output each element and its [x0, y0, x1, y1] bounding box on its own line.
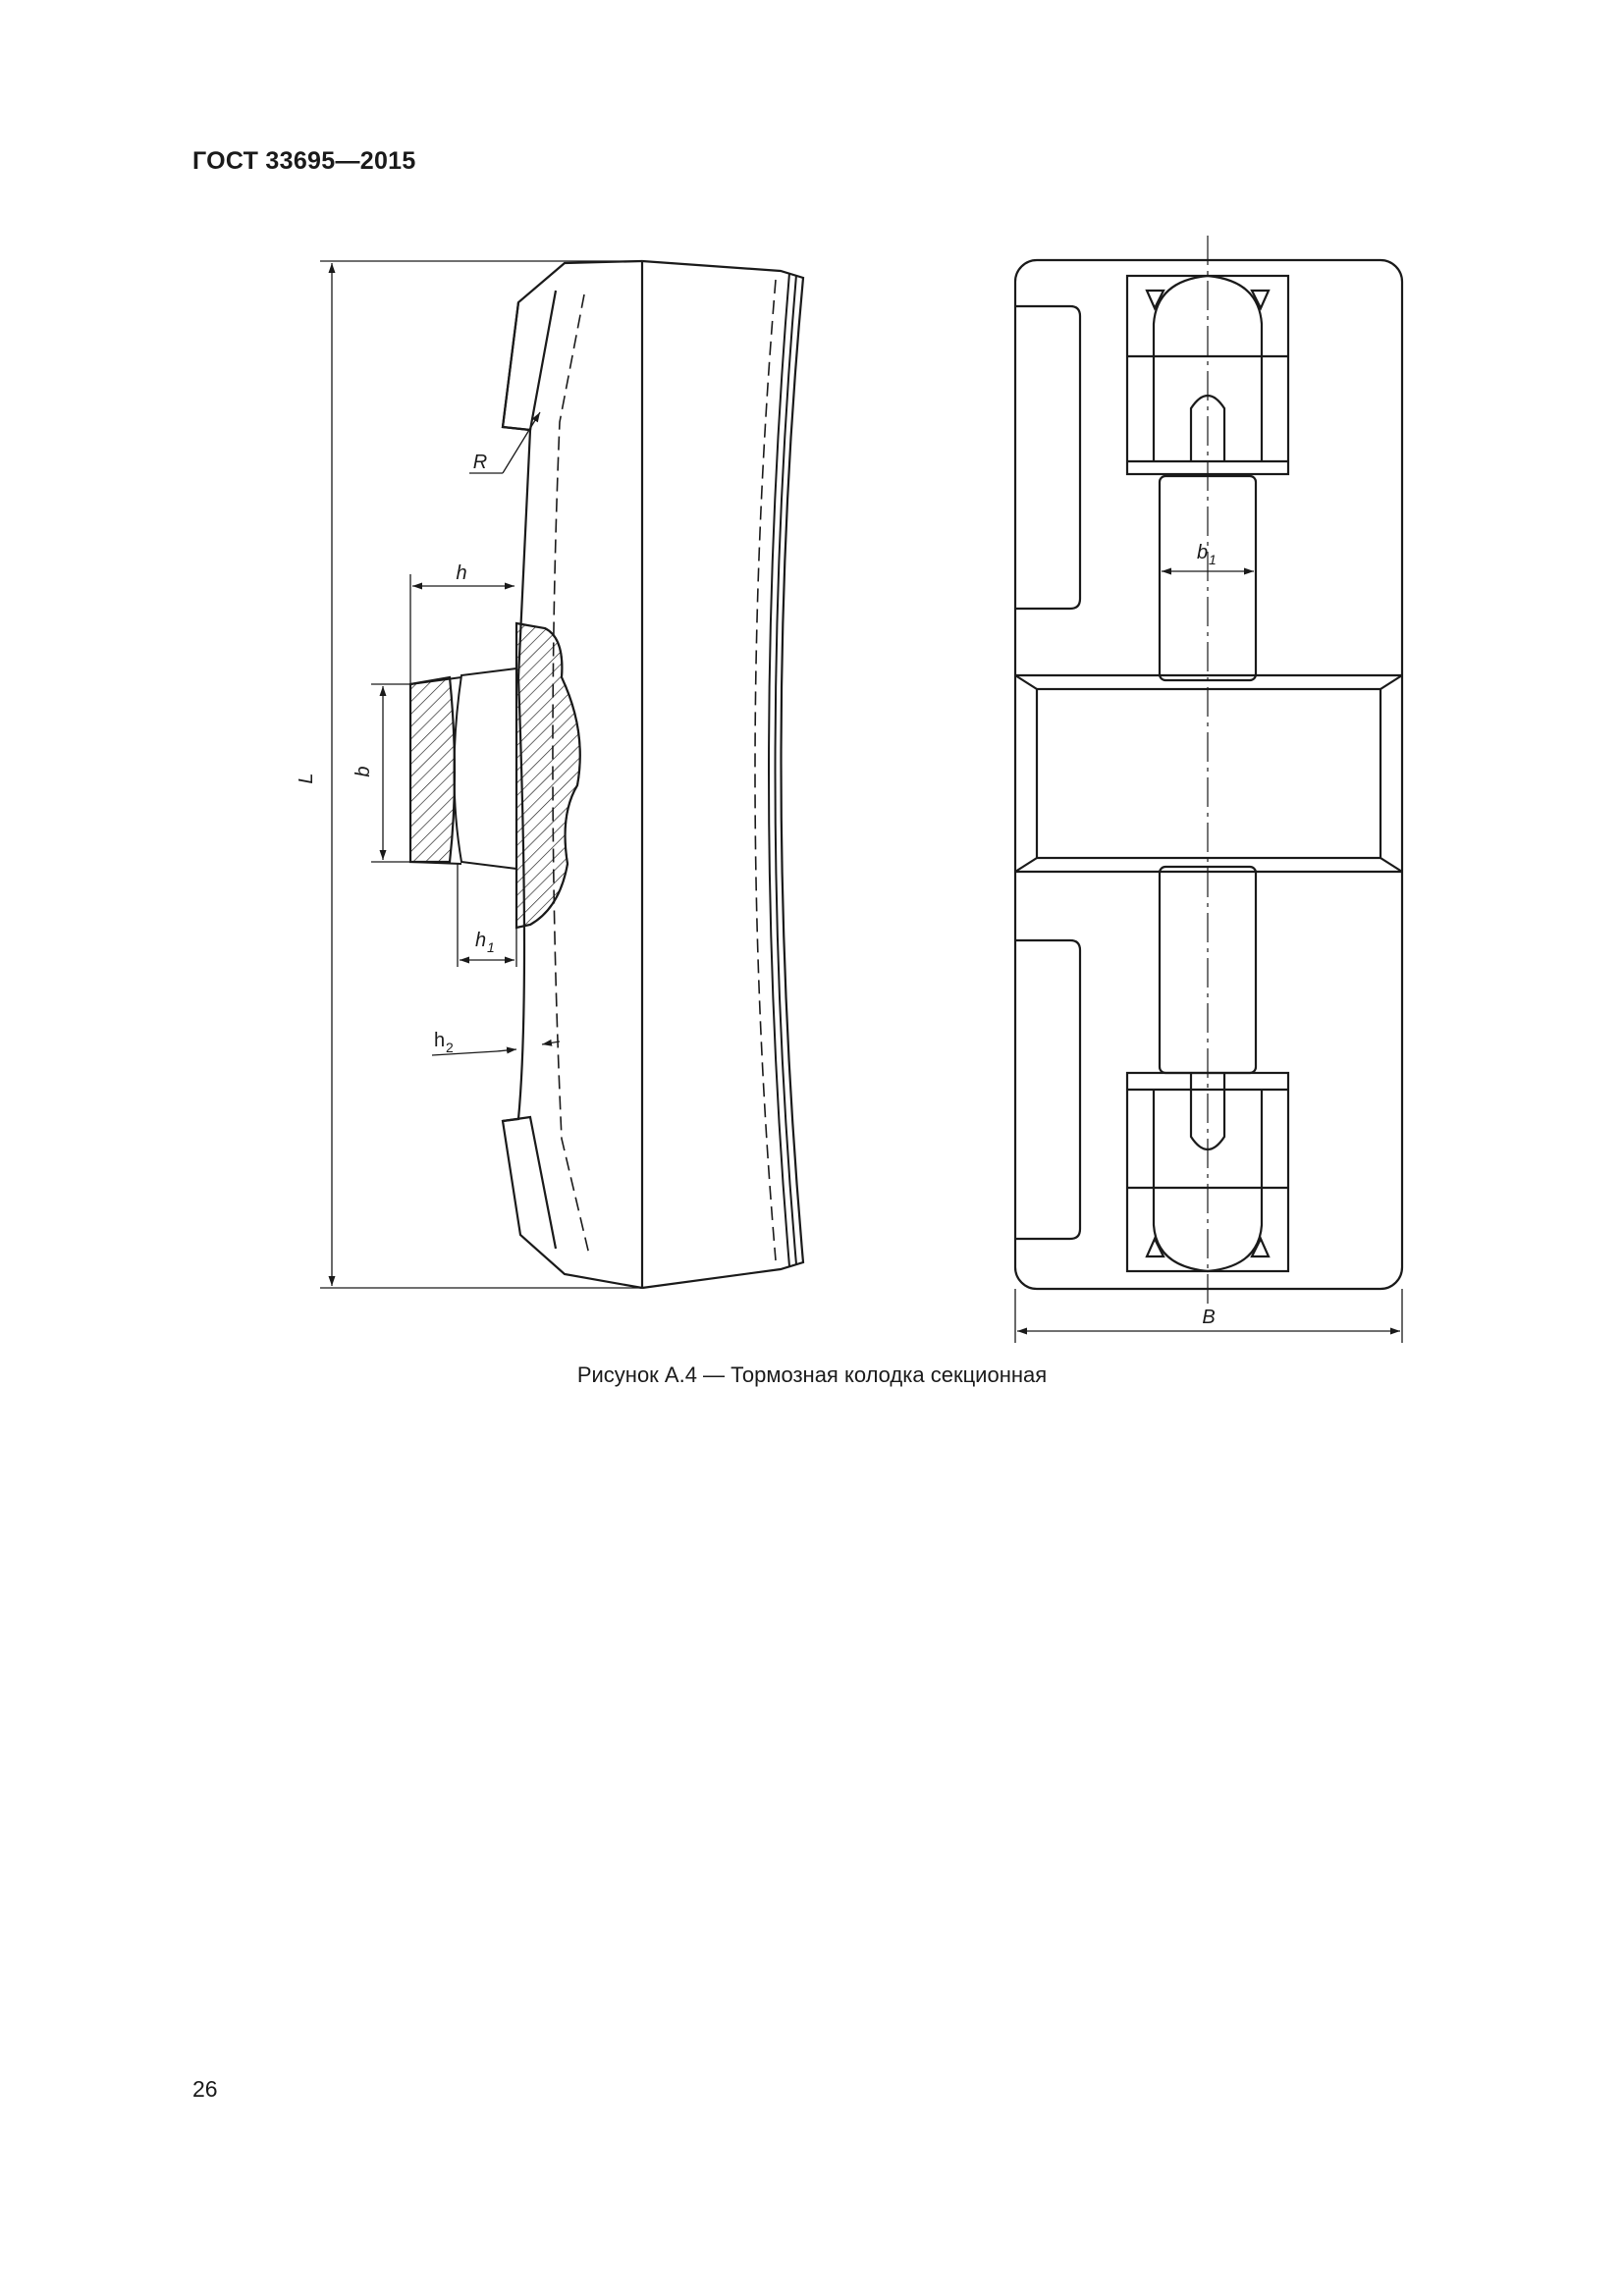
label-b1: b	[1197, 542, 1209, 563]
label-h: h	[456, 562, 467, 584]
section-hatch	[410, 677, 455, 862]
figure-caption: Рисунок А.4 — Тормозная колодка секционная	[576, 1362, 1048, 1387]
label-h1: h	[475, 930, 487, 951]
hidden-line	[755, 280, 776, 1260]
dimensions-top-view	[1015, 571, 1402, 1343]
label-h1-subscript: 1	[487, 939, 495, 955]
side-pocket	[1015, 940, 1080, 1239]
label-h2: h	[434, 1030, 446, 1051]
label-B: B	[1202, 1307, 1216, 1328]
dimension-labels-side	[296, 452, 495, 1055]
central-band	[1037, 689, 1380, 858]
page-number: 26	[192, 2076, 218, 2102]
section-hatch	[516, 623, 580, 928]
bottom-lug	[503, 1117, 556, 1249]
label-R: R	[472, 452, 488, 473]
document-header: ГОСТ 33695—2015	[192, 147, 416, 175]
side-view	[410, 261, 803, 1288]
top-view	[1015, 260, 1402, 1289]
side-pocket	[1015, 306, 1080, 609]
outer-frame	[1015, 260, 1402, 1289]
label-h2-subscript: 2	[446, 1040, 454, 1055]
dimension-labels-top	[1197, 542, 1217, 1328]
label-b: b	[352, 766, 374, 777]
label-L: L	[296, 773, 317, 784]
label-b1-subscript: 1	[1209, 552, 1217, 567]
top-lug	[503, 291, 556, 430]
mid-tenon	[455, 668, 517, 869]
